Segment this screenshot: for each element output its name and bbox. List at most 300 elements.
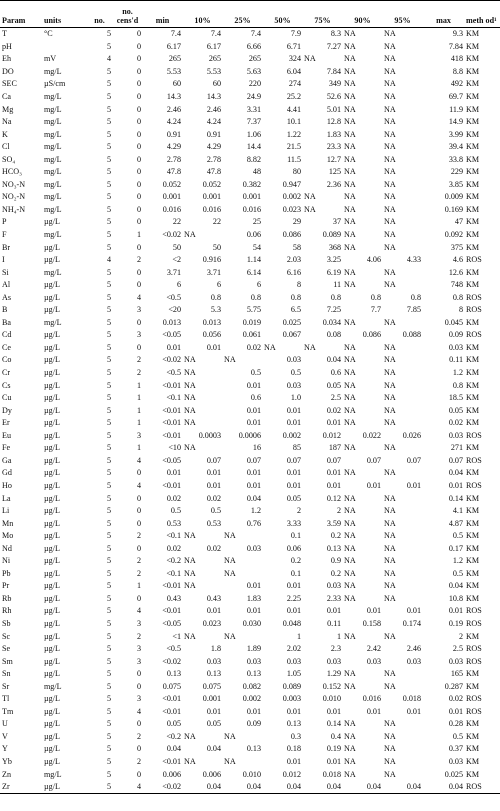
cell-units: µg/L — [44, 342, 60, 352]
cell-method: KM — [466, 280, 480, 290]
cell-p10: 0.04 — [182, 781, 222, 794]
cell-p10: 0.006 — [202, 769, 221, 779]
cell-p75: 2 — [336, 506, 341, 516]
cell-p10: NA — [184, 393, 196, 403]
cell-min: 7.4 — [170, 29, 181, 39]
table-row — [0, 28, 500, 41]
cell-max: 0.03 — [448, 756, 463, 766]
cell-units: mg/L — [44, 142, 62, 152]
cell-p95: 0.03 — [406, 656, 421, 666]
cell-p10: 0.0003 — [198, 430, 221, 440]
cell-p90: NA — [344, 92, 356, 101]
cell-p75: 349 — [328, 79, 341, 89]
cell-p50: 0.002 — [282, 192, 301, 202]
table-row — [0, 480, 500, 493]
cell-p10: NA — [184, 418, 196, 428]
table-row — [0, 342, 500, 355]
cell-max: 0.14 — [448, 493, 463, 503]
cell-p95: NA — [384, 731, 396, 741]
cell-param: Eh — [2, 54, 11, 64]
table-row — [0, 555, 500, 568]
table-row — [0, 166, 500, 179]
cell-p90: NA — [344, 204, 356, 214]
cell-censored: 1 — [136, 405, 141, 415]
cell-units: µg/L — [44, 506, 60, 516]
cell-p25: 0.5 — [250, 368, 261, 378]
cell-param: V — [2, 731, 8, 741]
cell-max: 0.8 — [452, 380, 463, 390]
table-row — [0, 781, 500, 794]
cell-units: mg/L — [44, 92, 62, 101]
cell-count: 5 — [106, 719, 111, 729]
cell-p25: 7.37 — [246, 117, 261, 127]
cell-p10: 0.43 — [206, 593, 221, 603]
cell-p50: 80 — [292, 167, 301, 177]
cell-p50: 324 — [288, 54, 301, 64]
cell-units: µg/L — [44, 706, 60, 716]
cell-censored: 1 — [136, 418, 141, 428]
cell-censored: 2 — [136, 556, 141, 566]
cell-p10: NA — [184, 355, 196, 365]
header-units: units — [42, 1, 86, 28]
cell-count: 5 — [106, 117, 111, 127]
cell-param: Zn — [2, 769, 11, 779]
cell-units: µg/L — [44, 280, 60, 290]
cell-p95: 0.8 — [410, 292, 421, 302]
cell-p25: 0.04 — [246, 493, 261, 503]
table-row — [0, 254, 500, 267]
cell-max: 2 — [458, 631, 463, 641]
cell-p75: 0.13 — [326, 543, 341, 553]
cell-min: <0.2 — [166, 731, 181, 741]
cell-param: Sr — [2, 681, 10, 691]
cell-count: 5 — [106, 79, 111, 89]
cell-p75: 0.03 — [326, 581, 341, 591]
cell-param: Mg — [2, 104, 14, 114]
cell-p10: NA — [184, 531, 196, 541]
cell-max: 0.5 — [452, 731, 463, 741]
cell-p95: NA — [384, 393, 396, 403]
header-count: no. — [86, 1, 112, 28]
cell-p95: 0.04 — [382, 781, 422, 794]
cell-max: 0.009 — [444, 192, 463, 202]
cell-p50: 6.71 — [286, 41, 301, 51]
cell-p50: 1.05 — [286, 669, 301, 679]
cell-param: Nd — [2, 543, 12, 553]
cell-param: Sn — [2, 669, 11, 679]
cell-count: 5 — [106, 593, 111, 603]
cell-p10: 50 — [212, 242, 221, 252]
cell-p75: 0.11 — [327, 618, 341, 628]
cell-count: 5 — [106, 556, 111, 566]
cell-p10: 0.052 — [202, 179, 221, 189]
cell-units: µg/L — [44, 606, 60, 616]
cell-censored: 0 — [136, 79, 141, 89]
cell-count: 5 — [106, 468, 111, 478]
cell-method: ROS — [466, 656, 482, 666]
table-row — [0, 568, 500, 581]
cell-censored: 0 — [136, 267, 141, 277]
cell-p90: NA — [344, 506, 356, 516]
cell-censored: 0 — [136, 154, 141, 164]
cell-p75: 0.018 — [322, 769, 341, 779]
header-p10: 10% — [182, 1, 222, 28]
cell-p25: 8.82 — [246, 154, 261, 164]
cell-p25: 0.03 — [246, 656, 261, 666]
cell-count: 5 — [106, 167, 111, 177]
cell-param: Sb — [2, 618, 11, 628]
cell-min: 0.075 — [162, 681, 181, 691]
cell-p75: 2.3 — [330, 644, 341, 654]
header-min: min — [142, 1, 182, 28]
cell-min: <0.1 — [166, 568, 181, 578]
table-row — [0, 731, 500, 744]
cell-p95: NA — [384, 29, 396, 39]
cell-p50: 0.2 — [290, 556, 301, 566]
cell-max: 229 — [450, 167, 463, 177]
cell-method: KM — [466, 380, 480, 390]
table-row — [0, 41, 500, 54]
cell-min: 0.5 — [170, 506, 181, 516]
cell-censored: 0 — [136, 129, 141, 139]
cell-p95: NA — [384, 719, 396, 729]
cell-method: KM — [466, 756, 480, 766]
cell-min: <0.01 — [162, 380, 181, 390]
cell-p90: NA — [344, 217, 356, 227]
cell-p25: NA — [224, 531, 236, 541]
table-row — [0, 630, 500, 643]
cell-method: KM — [466, 405, 480, 415]
cell-units: µS/cm — [44, 79, 66, 89]
cell-p95: NA — [384, 506, 396, 516]
table-row — [0, 367, 500, 380]
cell-p90: NA — [344, 418, 356, 428]
header-p90: 90% — [342, 1, 382, 28]
cell-p25: 0.0006 — [238, 430, 261, 440]
cell-censored: 0 — [136, 317, 141, 327]
cell-p90: NA — [344, 29, 356, 39]
cell-censored: 4 — [136, 480, 141, 490]
cell-p75: 368 — [328, 242, 341, 252]
header-method: meth od¹ — [464, 1, 500, 28]
cell-p50: 58 — [292, 242, 301, 252]
cell-p75: 0.152 — [322, 681, 341, 691]
cell-p25: 0.01 — [246, 706, 261, 716]
cell-min: 22 — [172, 217, 181, 227]
cell-units: °C — [44, 29, 53, 39]
cell-p25: NA — [224, 355, 236, 365]
cell-censored: 4 — [136, 292, 141, 302]
cell-censored: 0 — [136, 66, 141, 76]
cell-p25: 16 — [252, 443, 261, 453]
cell-count: 5 — [106, 342, 111, 352]
cell-min: <0.05 — [162, 455, 181, 465]
cell-p95: 0.088 — [402, 330, 421, 340]
cell-p95: NA — [384, 179, 396, 189]
cell-p95: NA — [384, 756, 396, 766]
cell-method: ROS — [466, 430, 482, 440]
cell-p95: 0.07 — [406, 455, 421, 465]
cell-count: 5 — [106, 518, 111, 528]
cell-units: µg/L — [44, 731, 60, 741]
cell-method: KM — [466, 393, 480, 403]
cell-p95: NA — [384, 154, 396, 164]
cell-param: Fe — [2, 443, 11, 453]
cell-param: Zr — [0, 781, 42, 794]
cell-censored: 3 — [136, 656, 141, 666]
cell-censored: 0 — [136, 54, 141, 64]
cell-max: 39.4 — [448, 142, 463, 152]
cell-method: ROS — [466, 255, 482, 265]
cell-max: 14.9 — [448, 117, 463, 127]
cell-count: 5 — [106, 142, 111, 152]
cell-units: µg/L — [44, 669, 60, 679]
cell-p25: 0.04 — [222, 781, 262, 794]
cell-min: 3.71 — [166, 267, 181, 277]
cell-count: 5 — [106, 756, 111, 766]
cell-count: 5 — [106, 493, 111, 503]
cell-p10: 5.3 — [210, 305, 221, 315]
table-row — [0, 329, 500, 342]
cell-min: 0.13 — [166, 669, 181, 679]
cell-p25: 1.06 — [246, 129, 261, 139]
cell-count: 5 — [106, 92, 111, 101]
cell-p90: NA — [344, 342, 356, 352]
cell-p50: 0.04 — [262, 781, 302, 794]
cell-p50: 0.01 — [286, 468, 301, 478]
cell-p90: 0.01 — [366, 480, 381, 490]
cell-method: ROS — [464, 781, 500, 794]
cell-p90: NA — [344, 531, 356, 541]
cell-p95: 2.46 — [406, 644, 421, 654]
cell-p25: 48 — [252, 167, 261, 177]
cell-count: 5 — [106, 744, 111, 754]
cell-max: 0.02 — [448, 418, 463, 428]
cell-method: KM — [466, 41, 480, 51]
cell-p50: 1 — [296, 631, 301, 641]
cell-p25: 220 — [248, 79, 261, 89]
cell-param: Ca — [2, 92, 11, 101]
cell-p10: NA — [184, 443, 196, 453]
cell-min: <0.01 — [162, 694, 181, 704]
cell-p90: NA — [344, 744, 356, 754]
cell-p95: 0.01 — [406, 606, 421, 616]
cell-count: 5 — [106, 681, 111, 691]
cell-count: 5 — [106, 631, 111, 641]
cell-count: 5 — [106, 618, 111, 628]
cell-units: µg/L — [44, 556, 60, 566]
cell-p75: 23.3 — [326, 142, 341, 152]
cell-p75: 0.8 — [330, 292, 341, 302]
cell-p75: 0.05 — [326, 380, 341, 390]
cell-max: 12.6 — [448, 267, 463, 277]
cell-param: Br — [2, 242, 11, 252]
cell-p95: NA — [384, 66, 396, 76]
cell-p95: NA — [384, 556, 396, 566]
cell-p10: 0.5 — [210, 506, 221, 516]
cell-p75: 12.8 — [326, 117, 341, 127]
cell-count: 5 — [106, 217, 111, 227]
cell-p25: 265 — [248, 54, 261, 64]
cell-count: 5 — [106, 731, 111, 741]
cell-p50: 6.5 — [290, 305, 301, 315]
cell-p10: 0.001 — [202, 694, 221, 704]
cell-p75: 0.08 — [326, 330, 341, 340]
cell-method: KM — [466, 204, 480, 214]
cell-units: µg/L — [44, 581, 60, 591]
cell-p90: NA — [344, 443, 356, 453]
cell-param: Yb — [2, 756, 12, 766]
cell-p75: 2.36 — [326, 179, 341, 189]
cell-count: 5 — [106, 368, 111, 378]
cell-param: pH — [2, 41, 12, 51]
cell-p95: NA — [384, 267, 396, 277]
cell-p75: 0.04 — [302, 781, 342, 794]
cell-p90: 0.01 — [366, 706, 381, 716]
cell-count: 5 — [106, 380, 111, 390]
cell-p95: NA — [384, 217, 396, 227]
cell-method: KM — [466, 167, 480, 177]
cell-p95: NA — [384, 355, 396, 365]
cell-censored: 0 — [136, 593, 141, 603]
cell-method: KM — [466, 531, 480, 541]
cell-p10: NA — [184, 380, 196, 390]
cell-p50: 0.01 — [286, 418, 301, 428]
table-row — [0, 417, 500, 430]
cell-p25: 1.83 — [246, 593, 261, 603]
cell-param: Na — [2, 117, 12, 127]
cell-min: 0.53 — [166, 518, 181, 528]
cell-method: ROS — [466, 292, 482, 302]
cell-p75: 5.01 — [326, 104, 341, 114]
cell-p50: 0.1 — [290, 568, 301, 578]
cell-method: KM — [466, 129, 480, 139]
table-row — [0, 379, 500, 392]
cell-max: 3.85 — [448, 179, 463, 189]
cell-p90: NA — [344, 681, 356, 691]
cell-censored: 0 — [136, 142, 141, 152]
cell-param: Si — [2, 267, 9, 277]
cell-method: KM — [466, 368, 480, 378]
cell-censored: 1 — [136, 393, 141, 403]
cell-censored: 2 — [136, 731, 141, 741]
cell-p50: 0.086 — [282, 230, 301, 240]
cell-p95: NA — [384, 41, 396, 51]
cell-p90: NA — [344, 142, 356, 152]
cell-min: <0.01 — [162, 405, 181, 415]
cell-units: µg/L — [44, 380, 60, 390]
cell-p95: NA — [384, 568, 396, 578]
cell-p90: NA — [344, 242, 356, 252]
cell-p50: 0.03 — [286, 656, 301, 666]
cell-min: <1 — [172, 631, 181, 641]
cell-p95: NA — [384, 493, 396, 503]
cell-units: mg/L — [44, 117, 62, 127]
header-p50: 50% — [262, 1, 302, 28]
cell-min: 0.43 — [166, 593, 181, 603]
cell-units: µg/L — [44, 493, 60, 503]
cell-p50: 0.067 — [282, 330, 301, 340]
cell-censored: 0 — [136, 29, 141, 39]
cell-p95: NA — [384, 129, 396, 139]
cell-count: 5 — [106, 129, 111, 139]
cell-p75: NA — [304, 54, 316, 64]
cell-param: Se — [2, 644, 11, 654]
cell-max: 0.01 — [448, 706, 463, 716]
cell-p95: NA — [384, 280, 396, 290]
cell-count: 5 — [106, 104, 111, 114]
cell-p25: 0.382 — [242, 179, 261, 189]
cell-p90: NA — [344, 468, 356, 478]
cell-method: KM — [466, 192, 480, 202]
cell-p90: NA — [344, 380, 356, 390]
cell-p75: 7.27 — [326, 41, 341, 51]
cell-units: µg/L — [44, 756, 60, 766]
cell-p95: NA — [384, 104, 396, 114]
cell-min: <20 — [168, 305, 181, 315]
cell-param: Tl — [2, 694, 10, 704]
cell-p50: 2.25 — [286, 593, 301, 603]
cell-censored: 2 — [136, 631, 141, 641]
cell-p25: 0.76 — [246, 518, 261, 528]
cell-min: 6.17 — [166, 41, 181, 51]
table-row — [0, 291, 500, 304]
cell-min: <0.05 — [162, 330, 181, 340]
cell-units: µg/L — [44, 455, 60, 465]
cell-censored: 0 — [136, 342, 141, 352]
cell-min: 2.46 — [166, 104, 181, 114]
cell-units: µg/L — [44, 631, 60, 641]
cell-count: 5 — [106, 769, 111, 779]
cell-p50: 0.03 — [286, 380, 301, 390]
cell-param: Li — [2, 506, 10, 516]
header-row — [0, 1, 500, 28]
cell-p50: 0.01 — [286, 706, 301, 716]
cell-p50: 0.06 — [286, 543, 301, 553]
cell-min: 0.013 — [162, 317, 181, 327]
cell-p90: 0.07 — [366, 455, 381, 465]
cell-min: <0.01 — [162, 418, 181, 428]
table-row — [0, 91, 500, 104]
cell-p10: 4.29 — [206, 142, 221, 152]
cell-min: <0.02 — [162, 230, 181, 240]
cell-p25: NA — [224, 756, 236, 766]
cell-censored: 2 — [136, 355, 141, 365]
cell-p75: 0.04 — [326, 355, 341, 365]
cell-count: 5 — [106, 41, 111, 51]
cell-min: 47.8 — [166, 167, 181, 177]
cell-method: ROS — [466, 480, 482, 490]
cell-min: <0.5 — [166, 292, 181, 302]
cell-p10: NA — [184, 631, 196, 641]
cell-censored: 3 — [136, 644, 141, 654]
cell-method: ROS — [466, 606, 482, 616]
cell-censored: 0 — [136, 242, 141, 252]
cell-p75: 0.02 — [326, 405, 341, 415]
cell-p50: 0.3 — [290, 731, 301, 741]
cell-param: Pb — [2, 568, 11, 578]
cell-p95: NA — [384, 92, 396, 101]
cell-p90: NA — [344, 317, 356, 327]
cell-min: 60 — [172, 79, 181, 89]
cell-p95: 0.018 — [402, 694, 421, 704]
cell-censored: 0 — [136, 167, 141, 177]
cell-p95: 7.85 — [406, 305, 421, 315]
cell-count: 5 — [86, 781, 112, 794]
cell-units: µg/L — [44, 418, 60, 428]
cell-p75: 0.01 — [326, 756, 341, 766]
cell-max: 0.07 — [448, 455, 463, 465]
